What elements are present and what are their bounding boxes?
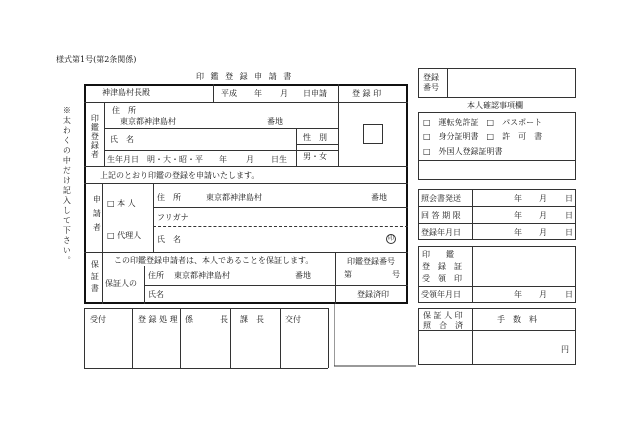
- applicant-address[interactable]: 東京都神津島村: [206, 193, 262, 202]
- addressee: 神津島村長殿: [102, 88, 150, 97]
- furigana-field[interactable]: フリガナ: [157, 213, 189, 222]
- seal-stamp-box[interactable]: [363, 124, 383, 144]
- reg-number-box: [418, 68, 576, 98]
- registrant-address[interactable]: 東京都神津島村: [120, 117, 176, 126]
- cancel-diagonal: [334, 304, 418, 368]
- birth-era[interactable]: 明・大・昭・平: [147, 155, 203, 164]
- page-title: 印 鑑 登 録 申 請 書: [196, 72, 294, 81]
- receipt-label: 受付: [90, 315, 106, 324]
- applicant-label: 申請者: [92, 195, 102, 237]
- guarantor-name[interactable]: 氏名: [148, 290, 164, 299]
- guarantee-text: この印鑑登録申請者は、本人であることを保証します。: [114, 256, 314, 265]
- id-item-3[interactable]: □ 外国人登録証明書: [423, 147, 503, 156]
- self-checkbox[interactable]: □ 本 人: [107, 199, 136, 208]
- seal-mark-icon: 印: [387, 235, 394, 242]
- registered-stamp: 登録済印: [357, 290, 389, 299]
- guarantor-address[interactable]: 東京都神津島村: [174, 271, 230, 280]
- registrant-label: 印鑑登録者: [90, 114, 100, 159]
- era: 平成: [221, 89, 237, 98]
- seal-label: 登 録 印: [352, 89, 382, 98]
- statement: 上記のとおり印鑑の登録を申請いたします。: [100, 171, 260, 180]
- form-number: 様式第1号(第2条関係): [56, 55, 137, 64]
- side-note: ※太わくの中だけ記入して下さい。: [62, 106, 72, 266]
- reg-number-label: 登録 番号: [423, 73, 439, 93]
- applicant-name[interactable]: 氏 名: [157, 235, 181, 244]
- sex-choice[interactable]: 男・女: [303, 152, 327, 161]
- id-check-title: 本人確認事項欄: [467, 101, 523, 110]
- fee-yen[interactable]: 円: [561, 345, 569, 354]
- id-item-2[interactable]: □ 身分証明書 □ 許 可 書: [423, 132, 543, 141]
- id-item-1[interactable]: □ 運転免許証 □ パスポート: [423, 118, 543, 127]
- agent-checkbox[interactable]: □ 代理人: [107, 231, 142, 240]
- guarantor-label: 保証書: [90, 260, 100, 296]
- apply-date[interactable]: 日申請: [303, 89, 327, 98]
